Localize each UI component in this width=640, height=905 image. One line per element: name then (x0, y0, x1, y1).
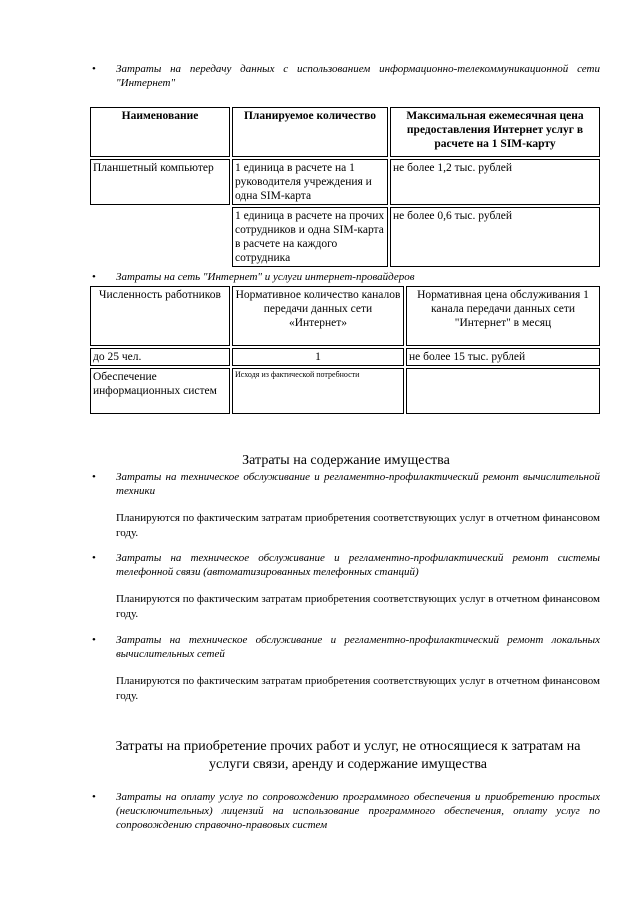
table-cell (90, 207, 230, 267)
internet-channels-table (88, 284, 602, 416)
table-header-cell: Максимальная ежемесячная цена предоставления Интернет услуг в расчете на 1 SIM-карту (390, 107, 600, 157)
bullet-text: Затраты на оплату услуг по сопровождению программного обеспечения и приобретению простых (неисключительных) лицензий на использование программного обеспечения, оплату услуг по сопровождению справочно-правовых систем (116, 791, 600, 831)
sim-card-table (88, 105, 602, 269)
table-cell: не более 1,2 тыс. рублей (390, 159, 600, 205)
table-header-cell: Нормативная цена обслуживания 1 канала передачи данных сети "Интернет" в месяц (406, 286, 600, 346)
table-header-row (90, 107, 600, 157)
table-header-cell: Планируемое количество (232, 107, 388, 157)
table-row (90, 159, 600, 205)
table-header-cell: Нормативное количество каналов передачи данных сети «Интернет» (232, 286, 404, 346)
table-cell: не более 15 тыс. рублей (406, 348, 600, 366)
table-cell: 1 единица в расчете на 1 руководителя учреждения и одна SIM-карта (232, 159, 388, 205)
table-cell: Планшетный компьютер (90, 159, 230, 205)
bullet-text: Затраты на техническое обслуживание и регламентно-профилактический ремонт системы телефонной связи (автоматизированных телефонных станций) (116, 552, 600, 578)
table-header-row (90, 286, 600, 346)
table-cell: 1 (232, 348, 404, 366)
table-cell: не более 0,6 тыс. рублей (390, 207, 600, 267)
table-header-cell: Численность работников (90, 286, 230, 346)
bullet-text: Затраты на техническое обслуживание и регламентно-профилактический ремонт вычислительной техники (116, 471, 600, 497)
table-cell: до 25 чел. (90, 348, 230, 366)
bullet-text: Затраты на передачу данных с использованием информационно-телекоммуникационной сети "Интернет" (116, 63, 600, 89)
paragraph-text: Планируются по фактическим затратам приобретения соответствующих услуг в отчетном финансовом году. (116, 512, 600, 539)
section-heading-other-services: Затраты на приобретение прочих работ и услуг, не относящиеся к затратам на услуги связи, аренду и содержание имущества (115, 739, 581, 772)
table-row (90, 207, 600, 267)
bullet-dot: • (92, 63, 96, 75)
paragraph-text: Планируются по фактическим затратам приобретения соответствующих услуг в отчетном финансовом году. (116, 593, 600, 620)
table-cell: Исходя из фактической потребности (232, 368, 404, 414)
table-cell: Обеспечение информационных систем (90, 368, 230, 414)
bullet-text: Затраты на сеть "Интернет" и услуги интернет-провайдеров (116, 271, 415, 283)
bullet-dot: • (92, 791, 96, 803)
paragraph-text: Планируются по фактическим затратам приобретения соответствующих услуг в отчетном финансовом году. (116, 675, 600, 702)
bullet-dot: • (92, 634, 96, 646)
table-row (90, 368, 600, 414)
table-row (90, 348, 600, 366)
bullet-dot: • (92, 552, 96, 564)
table-cell: 1 единица в расчете на прочих сотрудников и одна SIM-карта в расчете на каждого сотрудника (232, 207, 388, 267)
section-heading-property: Затраты на содержание имущества (242, 453, 450, 468)
table-cell (406, 368, 600, 414)
bullet-dot: • (92, 471, 96, 483)
bullet-text: Затраты на техническое обслуживание и регламентно-профилактический ремонт локальных вычислительных сетей (116, 634, 600, 660)
bullet-dot: • (92, 271, 96, 283)
table-header-cell: Наименование (90, 107, 230, 157)
